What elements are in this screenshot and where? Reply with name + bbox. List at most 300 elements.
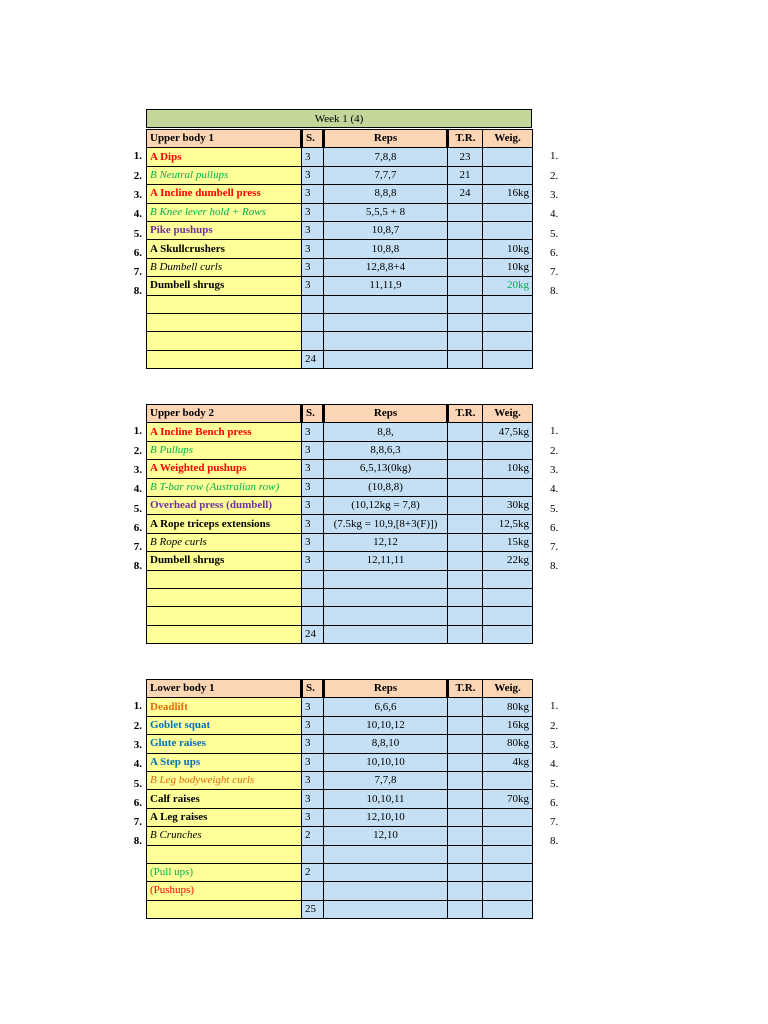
reps-text: 10,10,10 <box>366 755 405 768</box>
tr-cell[interactable] <box>448 478 483 496</box>
row-number-left: 1. <box>133 150 142 163</box>
exercise-name-text: B Dumbell curls <box>150 260 223 273</box>
exercise-name-cell[interactable] <box>147 240 302 258</box>
weight-cell[interactable] <box>483 845 533 863</box>
reps-cell[interactable] <box>324 240 448 258</box>
sets-cell[interactable] <box>302 203 324 221</box>
weight-cell[interactable] <box>483 441 533 459</box>
exercise-row <box>147 625 533 643</box>
tr-cell[interactable] <box>448 460 483 478</box>
reps-text: 10,10,11 <box>366 792 405 805</box>
reps-cell[interactable] <box>324 625 448 643</box>
sets-cell[interactable] <box>302 771 324 789</box>
sets-text: 3 <box>305 187 311 200</box>
exercise-name-cell[interactable] <box>147 900 302 918</box>
sets-cell[interactable] <box>302 496 324 514</box>
weight-cell[interactable] <box>483 277 533 295</box>
reps-cell[interactable] <box>324 478 448 496</box>
tr-cell[interactable] <box>448 625 483 643</box>
reps-header: Reps <box>324 130 448 148</box>
row-number-right: 2. <box>550 169 559 182</box>
exercise-row <box>147 441 533 459</box>
exercise-name-cell[interactable] <box>147 515 302 533</box>
tr-cell[interactable] <box>448 221 483 239</box>
sets-text: 3 <box>305 810 311 823</box>
sets-cell[interactable] <box>302 350 324 368</box>
reps-cell[interactable] <box>324 716 448 734</box>
reps-text: 7,8,8 <box>374 150 397 163</box>
weight-cell[interactable] <box>483 570 533 588</box>
reps-cell[interactable] <box>324 863 448 881</box>
tr-cell[interactable] <box>448 790 483 808</box>
tr-cell[interactable] <box>448 350 483 368</box>
exercise-row <box>147 313 533 331</box>
reps-cell[interactable] <box>324 423 448 441</box>
weight-cell[interactable] <box>483 552 533 570</box>
tr-cell[interactable] <box>448 698 483 716</box>
row-number-right: 7. <box>550 266 559 279</box>
week-title: Week 1 (4) <box>146 109 532 128</box>
weight-cell[interactable] <box>483 423 533 441</box>
exercise-name-cell[interactable] <box>147 478 302 496</box>
sets-cell[interactable] <box>302 827 324 845</box>
sets-cell[interactable] <box>302 277 324 295</box>
exercise-name-cell[interactable] <box>147 350 302 368</box>
exercise-name-text: A Incline Bench press <box>150 425 252 438</box>
weight-cell[interactable] <box>483 900 533 918</box>
weight-cell[interactable] <box>483 166 533 184</box>
sets-text: 3 <box>305 168 311 181</box>
row-number-right: 3. <box>550 188 559 201</box>
exercise-name-cell[interactable] <box>147 166 302 184</box>
sets-cell[interactable] <box>302 332 324 350</box>
exercise-name-cell[interactable] <box>147 295 302 313</box>
sets-header: S. <box>302 680 324 698</box>
sets-text: 3 <box>305 150 311 163</box>
reps-cell[interactable] <box>324 515 448 533</box>
sets-text: 2 <box>305 866 311 879</box>
tr-cell[interactable] <box>448 863 483 881</box>
sets-cell[interactable] <box>302 148 324 166</box>
row-number-right: 1. <box>550 700 559 713</box>
tr-cell[interactable] <box>448 441 483 459</box>
sets-cell[interactable] <box>302 240 324 258</box>
reps-cell[interactable] <box>324 698 448 716</box>
weight-text: 70kg <box>507 792 529 805</box>
reps-cell[interactable] <box>324 203 448 221</box>
sets-cell[interactable] <box>302 625 324 643</box>
reps-cell[interactable] <box>324 588 448 606</box>
tr-text: 21 <box>459 168 471 181</box>
exercise-name-cell[interactable] <box>147 460 302 478</box>
exercise-name-cell[interactable] <box>147 185 302 203</box>
tr-cell[interactable] <box>448 735 483 753</box>
exercise-row <box>147 515 533 533</box>
tr-cell[interactable] <box>448 753 483 771</box>
exercise-name-cell[interactable] <box>147 827 302 845</box>
exercise-row <box>147 900 533 918</box>
tr-header: T.R. <box>448 680 483 698</box>
exercise-name-text: Dumbell shrugs <box>150 554 225 567</box>
sets-text: 3 <box>305 718 311 731</box>
row-number-right: 1. <box>550 150 559 163</box>
exercise-name-cell[interactable] <box>147 698 302 716</box>
exercise-name-cell[interactable] <box>147 863 302 881</box>
exercise-row <box>147 350 533 368</box>
sets-cell[interactable] <box>302 607 324 625</box>
tr-cell[interactable] <box>448 295 483 313</box>
tr-cell[interactable] <box>448 423 483 441</box>
weight-text: 15kg <box>507 535 529 548</box>
weight-text: 10kg <box>507 242 529 255</box>
exercise-row <box>147 203 533 221</box>
sets-cell[interactable] <box>302 441 324 459</box>
exercise-name-cell[interactable] <box>147 203 302 221</box>
row-number-left: 7. <box>133 816 142 829</box>
exercise-row <box>147 607 533 625</box>
exercise-name-cell[interactable] <box>147 552 302 570</box>
row-number-right: 6. <box>550 246 559 259</box>
sets-cell[interactable] <box>302 588 324 606</box>
exercise-name-cell[interactable] <box>147 753 302 771</box>
tr-cell[interactable] <box>448 496 483 514</box>
sets-text: 25 <box>305 902 316 915</box>
reps-cell[interactable] <box>324 533 448 551</box>
row-number-right: 2. <box>550 719 559 732</box>
sets-cell[interactable] <box>302 423 324 441</box>
sets-text: 3 <box>305 425 311 438</box>
reps-cell[interactable] <box>324 185 448 203</box>
tr-cell[interactable] <box>448 277 483 295</box>
reps-cell[interactable] <box>324 313 448 331</box>
reps-header: Reps <box>324 405 448 423</box>
weight-cell[interactable] <box>483 203 533 221</box>
row-number-right: 1. <box>550 425 559 438</box>
weight-cell[interactable] <box>483 515 533 533</box>
row-number-left: 3. <box>133 738 142 751</box>
weight-cell[interactable] <box>483 625 533 643</box>
reps-cell[interactable] <box>324 790 448 808</box>
reps-cell[interactable] <box>324 221 448 239</box>
reps-text: 10,10,12 <box>366 718 405 731</box>
exercise-name-text: Deadlift <box>150 700 188 713</box>
exercise-row <box>147 423 533 441</box>
exercise-name-cell[interactable] <box>147 496 302 514</box>
reps-cell[interactable] <box>324 900 448 918</box>
weight-text: 80kg <box>507 737 529 750</box>
tr-cell[interactable] <box>448 515 483 533</box>
weight-cell[interactable] <box>483 496 533 514</box>
weight-cell[interactable] <box>483 698 533 716</box>
row-number-right: 3. <box>550 463 559 476</box>
sets-cell[interactable] <box>302 295 324 313</box>
exercise-name-cell[interactable] <box>147 771 302 789</box>
weight-cell[interactable] <box>483 771 533 789</box>
weight-cell[interactable] <box>483 882 533 900</box>
section-header-row <box>147 405 533 423</box>
exercise-row <box>147 533 533 551</box>
row-number-left: 2. <box>133 719 142 732</box>
row-number-right: 4. <box>550 208 559 221</box>
exercise-name-cell[interactable] <box>147 423 302 441</box>
row-number-left: 6. <box>133 246 142 259</box>
row-number-left: 5. <box>133 777 142 790</box>
section-table <box>146 404 533 644</box>
row-number-left: 1. <box>133 425 142 438</box>
section-header-row <box>147 680 533 698</box>
weight-text: 20kg <box>507 279 529 292</box>
exercise-name-cell[interactable] <box>147 441 302 459</box>
weight-cell[interactable] <box>483 478 533 496</box>
row-number-left: 4. <box>133 758 142 771</box>
reps-cell[interactable] <box>324 148 448 166</box>
tr-cell[interactable] <box>448 900 483 918</box>
sets-cell[interactable] <box>302 863 324 881</box>
exercise-row <box>147 771 533 789</box>
sets-cell[interactable] <box>302 166 324 184</box>
exercise-row <box>147 790 533 808</box>
tr-cell[interactable] <box>448 533 483 551</box>
weight-cell[interactable] <box>483 588 533 606</box>
reps-cell[interactable] <box>324 771 448 789</box>
weight-cell[interactable] <box>483 753 533 771</box>
exercise-name-cell[interactable] <box>147 588 302 606</box>
tr-cell[interactable] <box>448 203 483 221</box>
weight-cell[interactable] <box>483 313 533 331</box>
row-number-right: 4. <box>550 483 559 496</box>
exercise-name-cell[interactable] <box>147 533 302 551</box>
row-number-left: 5. <box>133 227 142 240</box>
exercise-row <box>147 295 533 313</box>
sets-text: 3 <box>305 774 311 787</box>
tr-cell[interactable] <box>448 808 483 826</box>
tr-cell[interactable] <box>448 882 483 900</box>
exercise-row <box>147 735 533 753</box>
sets-text: 3 <box>305 260 311 273</box>
tr-cell[interactable] <box>448 148 483 166</box>
row-number-left: 6. <box>133 521 142 534</box>
reps-text: 8,8,8 <box>374 187 397 200</box>
row-number-right: 7. <box>550 816 559 829</box>
row-number-left: 7. <box>133 541 142 554</box>
weight-cell[interactable] <box>483 240 533 258</box>
exercise-row <box>147 166 533 184</box>
exercise-name-text: A Dips <box>150 150 182 163</box>
section-table <box>146 679 533 919</box>
sets-cell[interactable] <box>302 258 324 276</box>
row-number-right: 7. <box>550 541 559 554</box>
reps-cell[interactable] <box>324 350 448 368</box>
weight-cell[interactable] <box>483 221 533 239</box>
sets-cell[interactable] <box>302 185 324 203</box>
exercise-name-text: Glute raises <box>150 737 206 750</box>
sets-cell[interactable] <box>302 900 324 918</box>
exercise-name-cell[interactable] <box>147 882 302 900</box>
reps-cell[interactable] <box>324 166 448 184</box>
sets-cell[interactable] <box>302 698 324 716</box>
sets-cell[interactable] <box>302 735 324 753</box>
reps-cell[interactable] <box>324 882 448 900</box>
reps-cell[interactable] <box>324 607 448 625</box>
reps-cell[interactable] <box>324 735 448 753</box>
sets-text: 2 <box>305 829 311 842</box>
weight-cell[interactable] <box>483 735 533 753</box>
tr-cell[interactable] <box>448 185 483 203</box>
exercise-name-cell[interactable] <box>147 148 302 166</box>
sets-cell[interactable] <box>302 533 324 551</box>
weight-cell[interactable] <box>483 258 533 276</box>
exercise-name-text: B Rope curls <box>150 535 207 548</box>
reps-cell[interactable] <box>324 332 448 350</box>
sets-text: 3 <box>305 517 311 530</box>
tr-cell[interactable] <box>448 827 483 845</box>
weight-cell[interactable] <box>483 295 533 313</box>
exercise-name-cell[interactable] <box>147 277 302 295</box>
exercise-name-text: A Incline dumbell press <box>150 187 261 200</box>
reps-text: 10,8,8 <box>371 242 400 255</box>
exercise-name-cell[interactable] <box>147 258 302 276</box>
weight-text: 4kg <box>512 755 529 768</box>
exercise-name-cell[interactable] <box>147 625 302 643</box>
row-number-left: 2. <box>133 169 142 182</box>
exercise-name-cell[interactable] <box>147 607 302 625</box>
weight-cell[interactable] <box>483 790 533 808</box>
sets-header: S. <box>302 405 324 423</box>
exercise-name-cell[interactable] <box>147 221 302 239</box>
exercise-name-text: B Neutral pullups <box>150 168 229 181</box>
exercise-row <box>147 570 533 588</box>
sets-cell[interactable] <box>302 552 324 570</box>
tr-cell[interactable] <box>448 240 483 258</box>
row-number-left: 8. <box>133 285 142 298</box>
reps-cell[interactable] <box>324 552 448 570</box>
sets-cell[interactable] <box>302 716 324 734</box>
reps-cell[interactable] <box>324 460 448 478</box>
row-number-left: 7. <box>133 266 142 279</box>
reps-cell[interactable] <box>324 845 448 863</box>
weight-cell[interactable] <box>483 716 533 734</box>
reps-cell[interactable] <box>324 258 448 276</box>
reps-cell[interactable] <box>324 441 448 459</box>
weight-header: Weig. <box>483 680 533 698</box>
tr-header: T.R. <box>448 130 483 148</box>
row-number-left: 8. <box>133 835 142 848</box>
reps-cell[interactable] <box>324 496 448 514</box>
sets-cell[interactable] <box>302 845 324 863</box>
reps-cell[interactable] <box>324 570 448 588</box>
sets-cell[interactable] <box>302 313 324 331</box>
reps-text: 11,11,9 <box>369 279 402 292</box>
sets-cell[interactable] <box>302 221 324 239</box>
exercise-name-text: B Crunches <box>150 829 202 842</box>
reps-cell[interactable] <box>324 808 448 826</box>
sets-cell[interactable] <box>302 460 324 478</box>
weight-cell[interactable] <box>483 827 533 845</box>
tr-cell[interactable] <box>448 570 483 588</box>
exercise-name-cell[interactable] <box>147 332 302 350</box>
exercise-row <box>147 808 533 826</box>
reps-text: 7,7,7 <box>374 168 397 181</box>
tr-cell[interactable] <box>448 552 483 570</box>
weight-cell[interactable] <box>483 460 533 478</box>
exercise-name-cell[interactable] <box>147 313 302 331</box>
sets-cell[interactable] <box>302 790 324 808</box>
tr-cell[interactable] <box>448 716 483 734</box>
weight-cell[interactable] <box>483 185 533 203</box>
reps-cell[interactable] <box>324 295 448 313</box>
tr-text: 24 <box>459 187 471 200</box>
exercise-name-cell[interactable] <box>147 570 302 588</box>
row-number-right: 4. <box>550 758 559 771</box>
exercise-name-text: A Weighted pushups <box>150 462 247 475</box>
exercise-name-cell[interactable] <box>147 845 302 863</box>
tr-cell[interactable] <box>448 166 483 184</box>
tr-cell[interactable] <box>448 313 483 331</box>
row-number-left: 5. <box>133 502 142 515</box>
weight-cell[interactable] <box>483 350 533 368</box>
tr-header: T.R. <box>448 405 483 423</box>
weight-cell[interactable] <box>483 332 533 350</box>
weight-cell[interactable] <box>483 607 533 625</box>
weight-cell[interactable] <box>483 148 533 166</box>
sets-cell[interactable] <box>302 478 324 496</box>
weight-header: Weig. <box>483 130 533 148</box>
exercise-name-text: A Skullcrushers <box>150 242 225 255</box>
exercise-row <box>147 148 533 166</box>
sets-cell[interactable] <box>302 753 324 771</box>
row-number-right: 6. <box>550 521 559 534</box>
tr-cell[interactable] <box>448 258 483 276</box>
tr-cell[interactable] <box>448 845 483 863</box>
weight-cell[interactable] <box>483 533 533 551</box>
reps-cell[interactable] <box>324 827 448 845</box>
weight-cell[interactable] <box>483 863 533 881</box>
sets-cell[interactable] <box>302 570 324 588</box>
reps-cell[interactable] <box>324 277 448 295</box>
sets-text: 3 <box>305 554 311 567</box>
sets-text: 3 <box>305 443 311 456</box>
tr-cell[interactable] <box>448 771 483 789</box>
sets-cell[interactable] <box>302 808 324 826</box>
weight-cell[interactable] <box>483 808 533 826</box>
exercise-row <box>147 240 533 258</box>
exercise-row <box>147 827 533 845</box>
reps-cell[interactable] <box>324 753 448 771</box>
row-number-left: 3. <box>133 188 142 201</box>
exercise-name-cell[interactable] <box>147 808 302 826</box>
sets-cell[interactable] <box>302 882 324 900</box>
row-number-left: 4. <box>133 483 142 496</box>
tr-cell[interactable] <box>448 607 483 625</box>
exercise-name-cell[interactable] <box>147 790 302 808</box>
exercise-name-cell[interactable] <box>147 716 302 734</box>
exercise-name-cell[interactable] <box>147 735 302 753</box>
sets-cell[interactable] <box>302 515 324 533</box>
row-number-right: 6. <box>550 796 559 809</box>
reps-text: 6,6,6 <box>374 700 397 713</box>
exercise-name-text: B Leg bodyweight curls <box>150 774 255 787</box>
tr-cell[interactable] <box>448 332 483 350</box>
reps-text: 12,8,8+4 <box>365 260 406 273</box>
exercise-row <box>147 845 533 863</box>
tr-cell[interactable] <box>448 588 483 606</box>
sets-text: 3 <box>305 755 311 768</box>
exercise-row <box>147 588 533 606</box>
exercise-name-text: B T-bar row (Australian row) <box>150 480 280 493</box>
row-number-right: 5. <box>550 227 559 240</box>
exercise-name-text: B Pullups <box>150 443 194 456</box>
exercise-row <box>147 552 533 570</box>
